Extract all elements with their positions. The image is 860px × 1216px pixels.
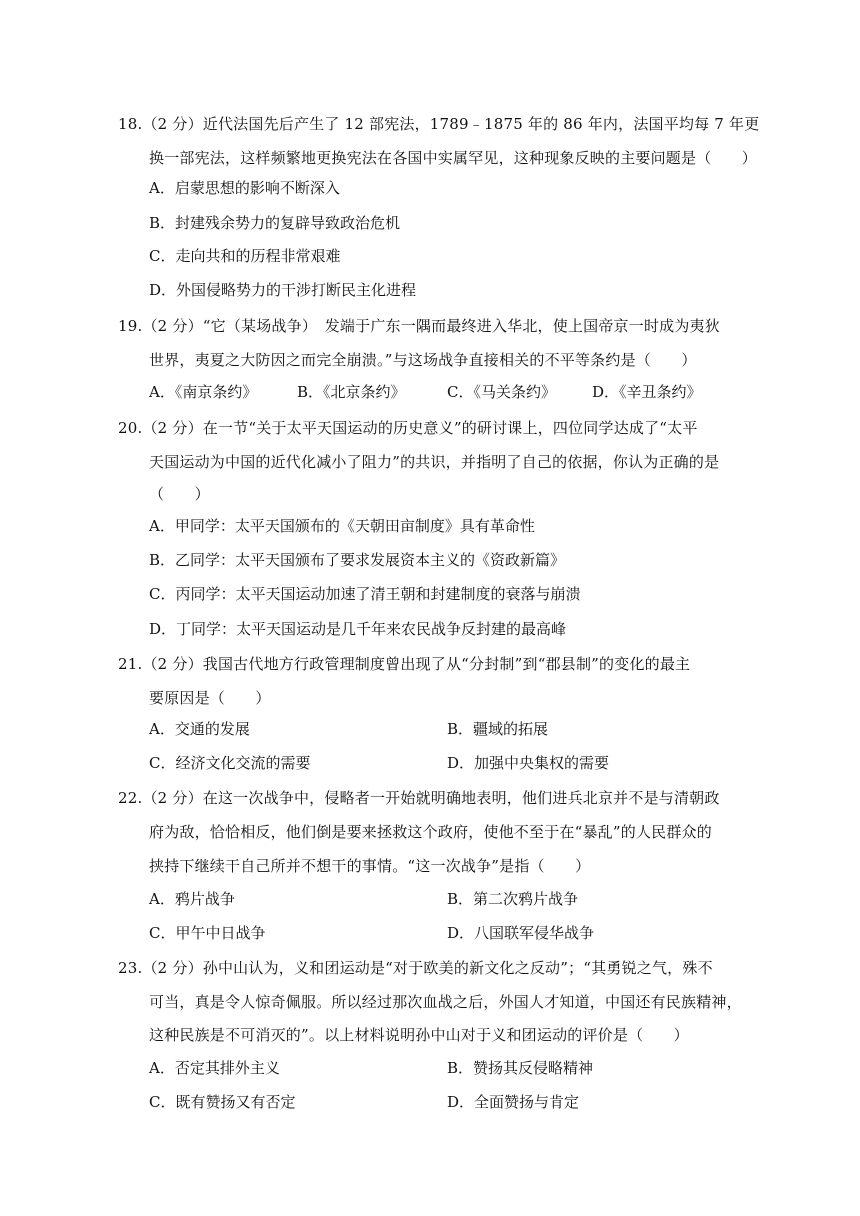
question-23-option-a[interactable]: A．否定其排外主义 [149, 1059, 280, 1077]
question-20-option-c[interactable]: C．丙同学：太平天国运动加速了清王朝和封建制度的衰落与崩溃 [149, 585, 581, 603]
question-20-option-a[interactable]: A．甲同学：太平天国颁布的《天朝田亩制度》具有革命性 [149, 517, 535, 535]
question-21-stem-line-1: 21.（2 分）我国古代地方行政管理制度曾出现了从“分封制”到“郡县制”的变化的最主 [118, 655, 691, 673]
question-23-stem-line-2: 可当，真是令人惊奇佩服。所以经过那次血战之后，外国人才知道，中国还有民族精神， [149, 993, 742, 1011]
question-21-option-a[interactable]: A．交通的发展 [149, 720, 250, 738]
question-20-option-d[interactable]: D．丁同学：太平天国运动是几千年来农民战争反封建的最高峰 [149, 620, 567, 638]
question-23-option-c[interactable]: C．既有赞扬又有否定 [149, 1093, 296, 1111]
question-21-stem-line-2: 要原因是（ ） [149, 689, 271, 707]
question-20-stem-line-2: 天国运动为中国的近代化减小了阻力”的共识，并指明了自己的依据，你认为正确的是 [149, 453, 720, 471]
question-22-stem-line-1: 22.（2 分）在这一次战争中，侵略者一开始就明确地表明，他们进兵北京并不是与清朝政 [118, 789, 720, 807]
question-21-option-d[interactable]: D．加强中央集权的需要 [447, 754, 610, 772]
question-18-option-d[interactable]: D．外国侵略势力的干涉打断民主化进程 [149, 281, 417, 299]
question-19-option-a[interactable]: A．《南京条约》 [149, 383, 258, 401]
question-18-stem-line-2: 换一部宪法，这样频繁地更换宪法在各国中实属罕见，这种现象反映的主要问题是（ ） [149, 149, 758, 167]
question-19-stem-line-2: 世界，夷夏之大防因之而完全崩溃。”与这场战争直接相关的不平等条约是（ ） [149, 351, 697, 369]
question-18-option-a[interactable]: A．启蒙思想的影响不断深入 [149, 179, 340, 197]
question-20-stem-line-1: 20.（2 分）在一节“关于太平天国运动的历史意义”的研讨课上，四位同学达成了“太平 [118, 419, 698, 437]
question-22-option-d[interactable]: D．八国联军侵华战争 [447, 924, 595, 942]
question-22-stem-line-2: 府为敌，恰恰相反，他们倒是要来拯救这个政府，使他不至于在“暴乱”的人民群众的 [149, 823, 712, 841]
question-18-option-b[interactable]: B．封建残余势力的复辟导致政治危机 [149, 214, 401, 232]
question-19-option-b[interactable]: B．《北京条约》 [297, 383, 406, 401]
question-22-option-c[interactable]: C．甲午中日战争 [149, 924, 266, 942]
question-23-option-b[interactable]: B．赞扬其反侵略精神 [447, 1059, 594, 1077]
question-20-stem-line-3: （ ） [149, 485, 210, 503]
question-22-stem-line-3: 挟持下继续干自己所并不想干的事情。“这一次战争”是指（ ） [149, 857, 591, 875]
question-22-option-b[interactable]: B．第二次鸦片战争 [447, 890, 579, 908]
question-23-option-d[interactable]: D．全面赞扬与肯定 [447, 1093, 580, 1111]
question-22-option-a[interactable]: A．鸦片战争 [149, 890, 235, 908]
question-20-option-b[interactable]: B．乙同学：太平天国颁布了要求发展资本主义的《资政新篇》 [149, 551, 566, 569]
question-21-option-c[interactable]: C．经济文化交流的需要 [149, 754, 311, 772]
question-18-option-c[interactable]: C．走向共和的历程非常艰难 [149, 247, 341, 265]
question-19-option-d[interactable]: D．《辛丑条约》 [592, 383, 702, 401]
question-23-stem-line-3: 这种民族是不可消灭的”。以上材料说明孙中山对于义和团运动的评价是（ ） [149, 1026, 689, 1044]
question-19-stem-line-1: 19.（2 分）“它（某场战争） 发端于广东一隅而最终进入华北，使上国帝京一时成为夷狄 [118, 317, 720, 335]
question-23-stem-line-1: 23.（2 分）孙中山认为，义和团运动是“对于欧美的新文化之反动”；“其勇锐之气，殊不 [118, 959, 713, 977]
question-21-option-b[interactable]: B．疆域的拓展 [447, 720, 549, 738]
question-19-option-c[interactable]: C．《马关条约》 [447, 383, 556, 401]
question-18-stem-line-1: 18.（2 分）近代法国先后产生了 12 部宪法，1789﹣1875 年的 86 年内，法国平均每 7 年更 [118, 115, 760, 133]
